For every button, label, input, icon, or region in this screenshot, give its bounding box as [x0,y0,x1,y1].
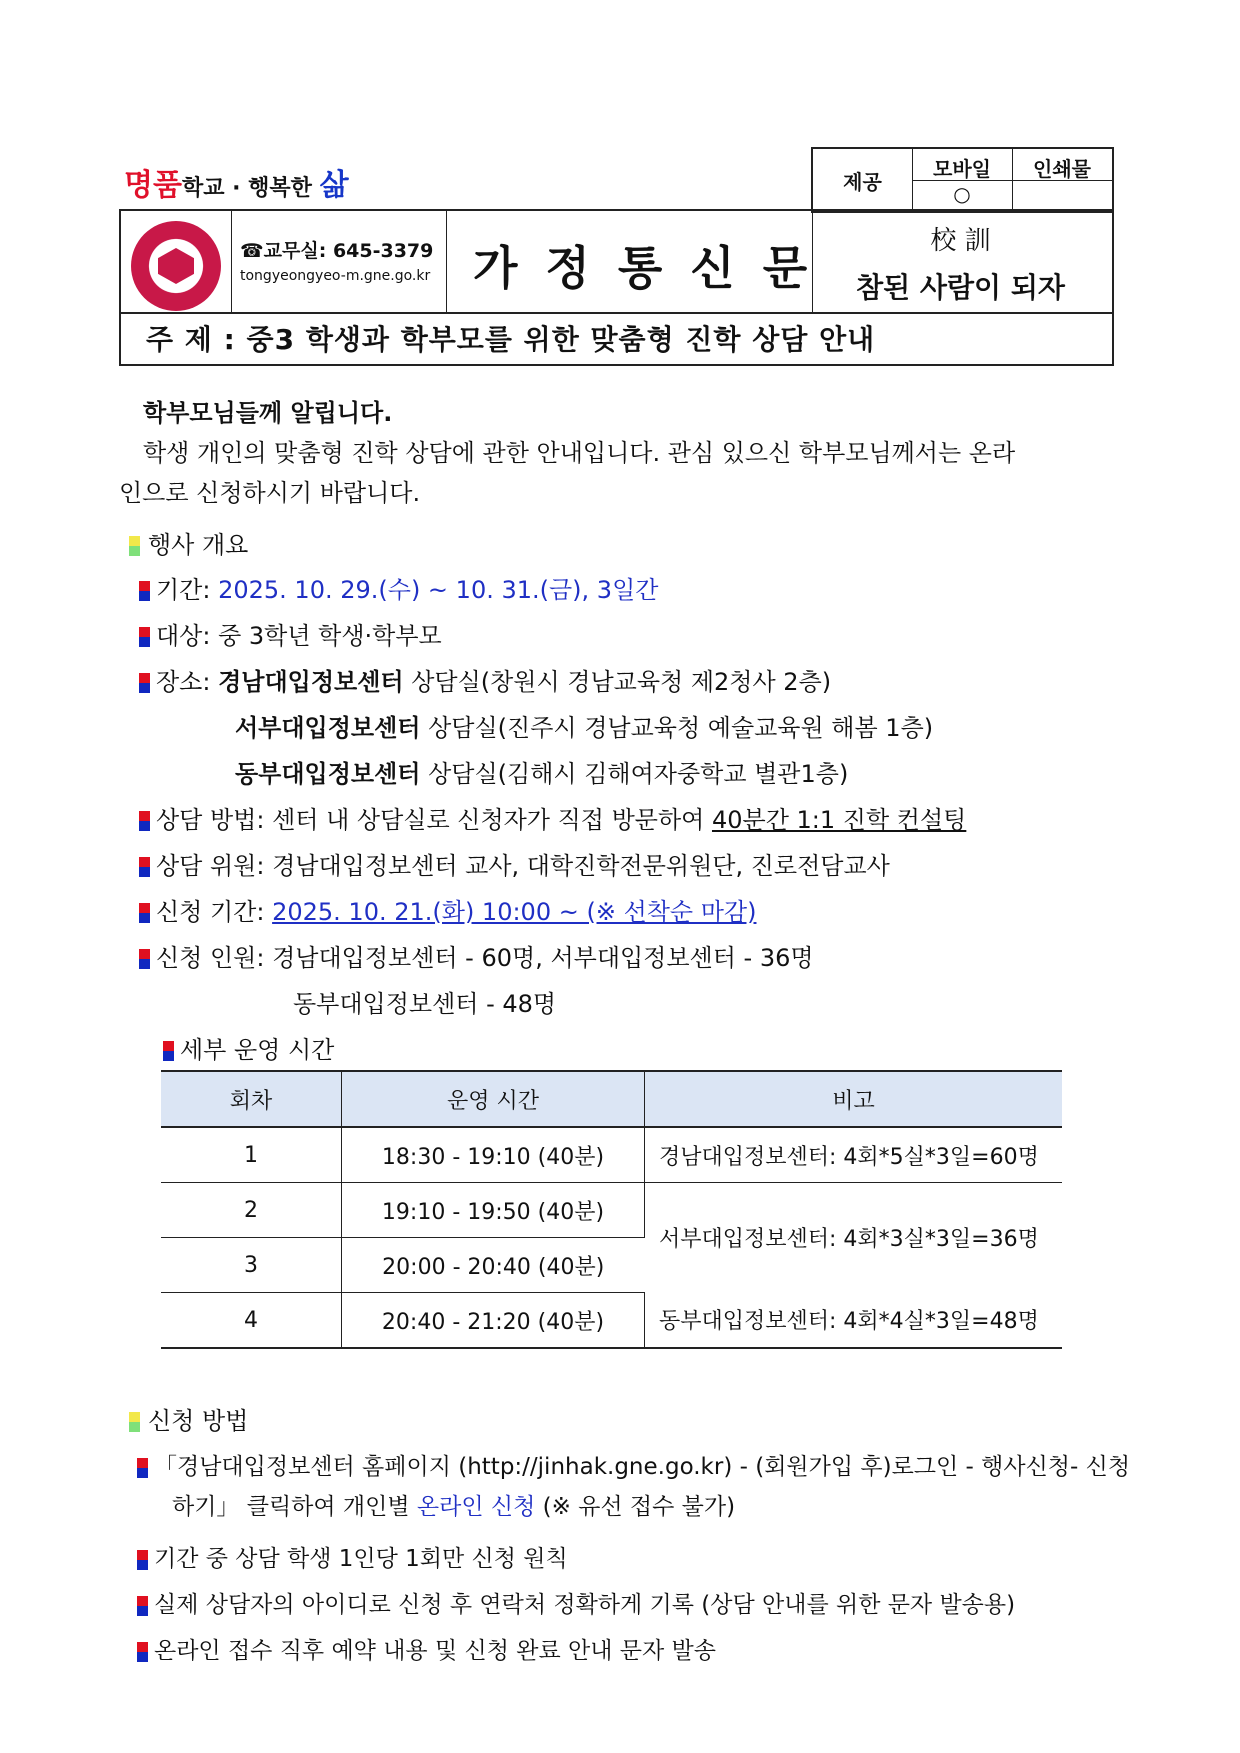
item-bullet-icon [137,1642,148,1662]
target-item [139,616,442,651]
item-bullet-icon [137,1458,148,1478]
online-apply-text: 온라인 신청 [416,1494,536,1520]
provide-box [811,147,1114,213]
apply-period-item [139,892,756,927]
row-time: 20:00 - 20:40 (40분) [342,1238,645,1293]
table-row [161,1293,1062,1349]
apply-item-2 [137,1540,568,1573]
intro-line-2: 인으로 신청하시기 바랍니다. [119,479,421,507]
mobile-mark: ○ [953,182,971,206]
apply-item-1-note: (※ 유선 접수 불가) [535,1494,736,1520]
apply-item-3-text: 실제 상담자의 아이디로 신청 후 연락처 정확하게 기록 (상담 안내를 위한 문자 발송용) [154,1592,1016,1618]
school-website: tongyeongyeo-m.gne.go.kr [240,268,431,284]
item-bullet-icon [137,1550,148,1570]
counselor-item [139,846,890,881]
period-item [139,570,658,605]
row-time: 20:40 - 21:20 (40분) [342,1293,645,1349]
item-bullet-icon [139,581,150,601]
target-label: 대상: [156,622,219,650]
schedule-heading-text: 세부 운영 시간 [180,1036,335,1064]
slogan-middle: 학교 · 행복한 [181,176,320,201]
item-bullet-icon [139,673,150,693]
apply-item-1-line-2 [172,1488,735,1521]
item-bullet-icon [139,903,150,923]
school-motto: 참된 사람이 되자 [856,271,1065,304]
item-bullet-icon [139,811,150,831]
item-bullet-icon [163,1041,174,1061]
place-room-3: 상담실(김해시 김해여자중학교 별관1층) [420,760,849,788]
phone-number: ☎교무실: 645-3379 [240,240,434,262]
row-note: 서부대입정보센터: 4회*3실*3일=36명 [659,1227,1039,1253]
apply-heading [129,1401,248,1436]
apply-period-value: 2025. 10. 21.(화) 10:00 ~ (※ 선착순 마감) [272,898,757,926]
header-no: 회차 [161,1071,342,1127]
apply-item-2-text: 기간 중 상담 학생 1인당 1회만 신청 원칙 [154,1546,568,1572]
overview-heading-text: 행사 개요 [148,531,249,559]
slogan-life: 삶 [319,168,349,203]
table-row [161,1183,1062,1238]
apply-item-3 [137,1586,1015,1619]
schedule-table [161,1070,1062,1349]
method-value: 40분간 1:1 진학 컨설팅 [711,806,967,834]
row-no: 4 [161,1293,342,1349]
row-no: 1 [161,1127,342,1183]
place-room-2: 상담실(진주시 경남교육청 예술교육원 해봄 1층) [420,714,934,742]
item-bullet-icon [139,627,150,647]
apply-period-label: 신청 기간: [156,898,273,926]
intro-line-1: 학생 개인의 맞춤형 진학 상담에 관한 안내입니다. 관심 있으신 학부모님께서는 온라 [143,439,1016,467]
schedule-heading [163,1030,334,1065]
header-time: 운영 시간 [342,1071,645,1127]
row-note: 경남대입정보센터: 4회*5실*3일=60명 [645,1127,1063,1183]
apply-item-1-text: 하기」 클릭하여 개인별 [172,1494,417,1520]
newsletter-subject: 주 제 : 중3 학생과 학부모를 위한 맞춤형 진학 상담 안내 [146,323,876,356]
slogan [124,160,349,204]
quota-item [139,938,814,973]
apply-item-1-line-1: 「경남대입정보센터 홈페이지 (http://jinhak.gne.go.kr) - (회원가입 후)로그인 - 행사신청- 신청 [154,1454,1131,1480]
print-label: 인쇄물 [1033,157,1091,181]
method-label: 상담 방법: 센터 내 상담실로 신청자가 직접 방문하여 [156,806,712,834]
overview-heading [129,525,248,560]
apply-item-4-text: 온라인 접수 직후 예약 내용 및 신청 완료 안내 문자 발송 [154,1638,716,1664]
place-center-1: 경남대입정보센터 [218,668,404,696]
place-center-2: 서부대입정보센터 [235,714,421,742]
slogan-highlight: 명품 [124,168,182,203]
newsletter-title: 가정통신문 [473,241,836,295]
mobile-label: 모바일 [933,157,991,181]
place-item-3 [235,754,848,789]
section-bullet-icon [129,536,140,556]
quota-line-2: 동부대입정보센터 - 48명 [293,990,557,1018]
place-room-1: 상담실(창원시 경남교육청 제2청사 2층) [403,668,832,696]
school-logo [131,221,221,311]
row-no: 2 [161,1183,342,1238]
row-no: 3 [161,1238,342,1293]
item-bullet-icon [139,857,150,877]
item-bullet-icon [137,1596,148,1616]
table-row [161,1127,1062,1183]
place-center-3: 동부대입정보센터 [235,760,421,788]
apply-heading-text: 신청 방법 [148,1407,249,1435]
section-bullet-icon [129,1412,140,1432]
motto-label: 校 訓 [930,226,991,256]
apply-item-1 [137,1448,1130,1481]
target-value: 중 3학년 학생·학부모 [218,622,442,650]
header-note: 비고 [645,1071,1063,1127]
place-item [139,662,831,697]
period-label: 기간: [156,576,219,604]
item-bullet-icon [139,949,150,969]
method-item [139,800,966,835]
row-time: 18:30 - 19:10 (40분) [342,1127,645,1183]
provide-label: 제공 [843,170,882,194]
period-value: 2025. 10. 29.(수) ~ 10. 31.(금), 3일간 [218,576,659,604]
apply-item-4 [137,1632,716,1665]
place-item-2 [235,708,933,743]
row-time: 19:10 - 19:50 (40분) [342,1183,645,1238]
greeting: 학부모님들께 알립니다. [143,399,393,427]
place-label: 장소: [156,668,219,696]
counselor-text: 상담 위원: 경남대입정보센터 교사, 대학진학전문위원단, 진로전담교사 [156,852,890,880]
quota-line-1: 신청 인원: 경남대입정보센터 - 60명, 서부대입정보센터 - 36명 [156,944,814,972]
row-note: 동부대입정보센터: 4회*4실*3일=48명 [645,1293,1063,1349]
table-header-row [161,1071,1062,1127]
